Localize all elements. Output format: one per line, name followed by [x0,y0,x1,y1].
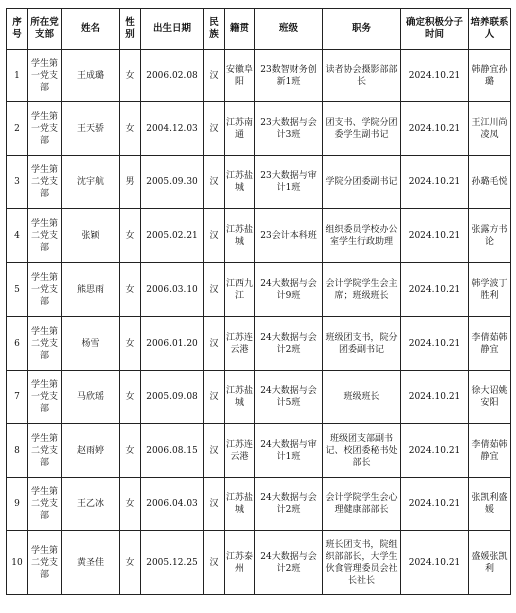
table-row [7,478,511,531]
cell-birth-date: 2006.08.15 [141,424,204,478]
cell-activist-time: 2024.10.21 [401,424,469,478]
cell-contact: 韩学波丁胜利 [469,263,511,317]
table-row [7,317,511,371]
cell-position: 班级团支部副书记、校团委秘书处部长 [323,424,401,478]
cell-gender: 女 [120,102,141,156]
cell-contact: 孙璐毛悦 [469,156,511,209]
cell-class: 23大数据与会计3班 [255,102,323,156]
header-activist-time: 确定积极分子时间 [401,9,469,50]
table-row [7,424,511,478]
cell-activist-time: 2024.10.21 [401,478,469,531]
table-header-row [7,9,511,50]
cell-name: 杨雪 [62,317,120,371]
cell-index: 6 [7,317,28,371]
header-index: 序号 [7,9,28,50]
cell-branch: 学生第二党支部 [28,531,62,595]
cell-origin: 江苏盐城 [225,478,255,531]
cell-index: 4 [7,209,28,263]
cell-name: 黄圣佳 [62,531,120,595]
table-row [7,531,511,595]
cell-gender: 女 [120,371,141,424]
cell-index: 10 [7,531,28,595]
cell-ethnicity: 汉 [204,50,225,102]
table-row [7,156,511,209]
cell-position: 班级团支书，院分团委副书记 [323,317,401,371]
activist-roster-table [6,8,511,595]
cell-branch: 学生第一党支部 [28,50,62,102]
cell-class: 24大数据与审计1班 [255,424,323,478]
cell-ethnicity: 汉 [204,317,225,371]
cell-birth-date: 2005.12.25 [141,531,204,595]
cell-birth-date: 2006.01.20 [141,317,204,371]
cell-index: 5 [7,263,28,317]
cell-index: 1 [7,50,28,102]
cell-contact: 张露方书论 [469,209,511,263]
cell-class: 24大数据与会计2班 [255,317,323,371]
cell-name: 沈宇航 [62,156,120,209]
table-row [7,371,511,424]
cell-origin: 江苏泰州 [225,531,255,595]
cell-contact: 王江川尚凌凤 [469,102,511,156]
cell-name: 马欣瑶 [62,371,120,424]
header-name: 姓名 [62,9,120,50]
cell-name: 张颖 [62,209,120,263]
cell-origin: 江西九江 [225,263,255,317]
cell-gender: 男 [120,156,141,209]
cell-position: 班长团支书，院组织部部长，大学生伙食管理委员会社长社长 [323,531,401,595]
cell-birth-date: 2006.03.10 [141,263,204,317]
cell-index: 8 [7,424,28,478]
cell-gender: 女 [120,50,141,102]
cell-position: 读者协会摄影部部长 [323,50,401,102]
cell-ethnicity: 汉 [204,424,225,478]
cell-contact: 李倩茹韩静宜 [469,317,511,371]
cell-origin: 江苏南通 [225,102,255,156]
cell-class: 24大数据与会计2班 [255,531,323,595]
cell-gender: 女 [120,478,141,531]
cell-activist-time: 2024.10.21 [401,263,469,317]
cell-name: 王成璐 [62,50,120,102]
cell-position: 团支书、学院分团委学生副书记 [323,102,401,156]
cell-activist-time: 2024.10.21 [401,102,469,156]
cell-origin: 安徽阜阳 [225,50,255,102]
cell-ethnicity: 汉 [204,209,225,263]
cell-activist-time: 2024.10.21 [401,50,469,102]
cell-ethnicity: 汉 [204,478,225,531]
cell-ethnicity: 汉 [204,102,225,156]
cell-activist-time: 2024.10.21 [401,317,469,371]
cell-contact: 徐大诏姚安阳 [469,371,511,424]
cell-contact: 张凯利盛媛 [469,478,511,531]
cell-origin: 江苏连云港 [225,317,255,371]
cell-birth-date: 2006.04.03 [141,478,204,531]
cell-gender: 女 [120,424,141,478]
cell-index: 9 [7,478,28,531]
cell-activist-time: 2024.10.21 [401,371,469,424]
cell-contact: 韩静宜孙璐 [469,50,511,102]
cell-ethnicity: 汉 [204,263,225,317]
cell-class: 24大数据与会计2班 [255,478,323,531]
cell-class: 23数智财务创新1班 [255,50,323,102]
cell-birth-date: 2006.02.08 [141,50,204,102]
header-birth-date: 出生日期 [141,9,204,50]
cell-birth-date: 2004.12.03 [141,102,204,156]
cell-branch: 学生第二党支部 [28,478,62,531]
cell-ethnicity: 汉 [204,156,225,209]
cell-branch: 学生第二党支部 [28,209,62,263]
table-row [7,50,511,102]
cell-birth-date: 2005.09.08 [141,371,204,424]
header-class: 班级 [255,9,323,50]
cell-origin: 江苏盐城 [225,156,255,209]
table-row [7,209,511,263]
cell-class: 23大数据与审计1班 [255,156,323,209]
cell-position: 学院分团委副书记 [323,156,401,209]
cell-activist-time: 2024.10.21 [401,531,469,595]
cell-branch: 学生第一党支部 [28,102,62,156]
header-ethnicity: 民族 [204,9,225,50]
table-row [7,102,511,156]
cell-index: 2 [7,102,28,156]
cell-gender: 女 [120,209,141,263]
header-position: 职务 [323,9,401,50]
cell-gender: 女 [120,317,141,371]
cell-class: 24大数据与会计9班 [255,263,323,317]
cell-activist-time: 2024.10.21 [401,156,469,209]
cell-branch: 学生第一党支部 [28,263,62,317]
cell-class: 23会计本科班 [255,209,323,263]
cell-birth-date: 2005.09.30 [141,156,204,209]
cell-name: 熊思雨 [62,263,120,317]
cell-gender: 女 [120,263,141,317]
header-origin: 籍贯 [225,9,255,50]
cell-origin: 江苏盐城 [225,209,255,263]
cell-ethnicity: 汉 [204,371,225,424]
cell-branch: 学生第一党支部 [28,371,62,424]
table-row [7,263,511,317]
cell-class: 24大数据与会计5班 [255,371,323,424]
cell-ethnicity: 汉 [204,531,225,595]
cell-position: 班级班长 [323,371,401,424]
cell-position: 会计学院学生会心理健康部部长 [323,478,401,531]
cell-branch: 学生第二党支部 [28,424,62,478]
cell-contact: 盛媛张凯利 [469,531,511,595]
cell-index: 7 [7,371,28,424]
cell-name: 赵雨婷 [62,424,120,478]
cell-birth-date: 2005.02.21 [141,209,204,263]
cell-name: 王乙冰 [62,478,120,531]
cell-origin: 江苏连云港 [225,424,255,478]
cell-index: 3 [7,156,28,209]
cell-activist-time: 2024.10.21 [401,209,469,263]
cell-position: 会计学院学生会主席；班级班长 [323,263,401,317]
header-branch: 所在党支部 [28,9,62,50]
cell-position: 组织委员学校办公室学生行政助理 [323,209,401,263]
header-contact: 培养联系人 [469,9,511,50]
header-gender: 性别 [120,9,141,50]
cell-branch: 学生第二党支部 [28,156,62,209]
cell-origin: 江苏盐城 [225,371,255,424]
cell-branch: 学生第二党支部 [28,317,62,371]
cell-name: 王天骄 [62,102,120,156]
cell-gender: 女 [120,531,141,595]
cell-contact: 李倩茹韩静宜 [469,424,511,478]
